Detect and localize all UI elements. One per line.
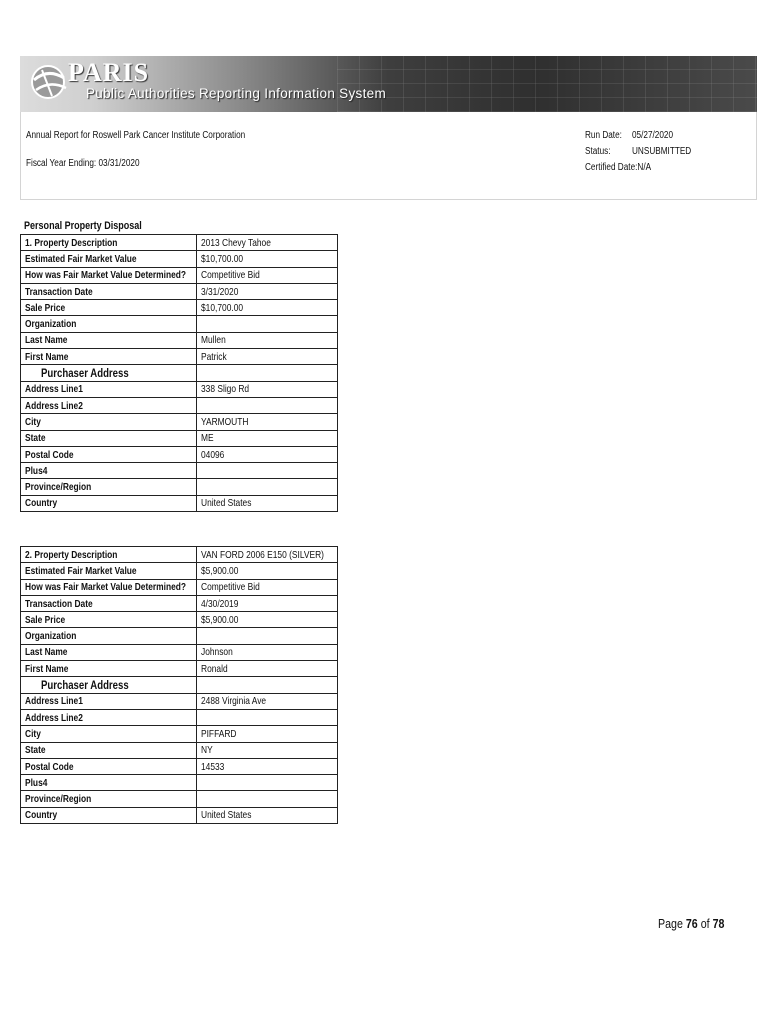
field-value: Competitive Bid: [196, 579, 337, 595]
field-value: ME: [196, 430, 337, 446]
field-label: Address Line1: [21, 381, 197, 397]
field-value: [196, 365, 337, 381]
certified-date: Certified Date:N/A: [585, 162, 652, 173]
field-label: Purchaser Address: [21, 365, 197, 381]
field-value: [196, 775, 337, 791]
field-value: [196, 677, 337, 693]
field-label: First Name: [21, 661, 197, 677]
field-label: City: [21, 726, 197, 742]
field-value: $10,700.00: [196, 300, 337, 316]
table-row: [21, 661, 338, 677]
report-title: Annual Report for Roswell Park Cancer Institute Corporation: [26, 130, 246, 141]
table-row: [21, 547, 338, 563]
field-value: YARMOUTH: [196, 414, 337, 430]
field-value: Mullen: [196, 332, 337, 348]
table-row: [21, 283, 338, 299]
status-value: UNSUBMITTED: [632, 146, 692, 157]
field-value: [196, 397, 337, 413]
table-row: [21, 742, 338, 758]
table-row: [21, 775, 338, 791]
field-label: Last Name: [21, 332, 197, 348]
field-value: 14533: [196, 758, 337, 774]
field-value: 3/31/2020: [196, 283, 337, 299]
field-label: Organization: [21, 628, 197, 644]
field-value: 4/30/2019: [196, 595, 337, 611]
banner-grid-decoration: [337, 56, 757, 112]
field-label: Province/Region: [21, 791, 197, 807]
table-row: [21, 430, 338, 446]
field-label: Purchaser Address: [21, 677, 197, 693]
table-row: [21, 316, 338, 332]
field-value: [196, 628, 337, 644]
field-value: Patrick: [196, 349, 337, 365]
field-value: Ronald: [196, 661, 337, 677]
table-row: [21, 495, 338, 511]
field-label: Address Line2: [21, 397, 197, 413]
table-row: [21, 644, 338, 660]
field-label: Transaction Date: [21, 283, 197, 299]
table-row: [21, 349, 338, 365]
table-row: [21, 709, 338, 725]
field-label: Estimated Fair Market Value: [21, 563, 197, 579]
field-label: Postal Code: [21, 758, 197, 774]
field-value: 2013 Chevy Tahoe: [196, 235, 337, 251]
table-row: [21, 267, 338, 283]
field-label: Last Name: [21, 644, 197, 660]
field-value: Johnson: [196, 644, 337, 660]
field-value: [196, 316, 337, 332]
table-row: [21, 563, 338, 579]
field-label: Postal Code: [21, 446, 197, 462]
field-label: Sale Price: [21, 612, 197, 628]
table-row: [21, 628, 338, 644]
field-label: Sale Price: [21, 300, 197, 316]
field-value: 04096: [196, 446, 337, 462]
field-label: Estimated Fair Market Value: [21, 251, 197, 267]
field-label: Transaction Date: [21, 595, 197, 611]
table-row: [21, 235, 338, 251]
field-label: Address Line2: [21, 709, 197, 725]
table-row: [21, 579, 338, 595]
table-row: [21, 365, 338, 381]
field-label: Address Line1: [21, 693, 197, 709]
table-row: [21, 397, 338, 413]
field-label: City: [21, 414, 197, 430]
field-value: NY: [196, 742, 337, 758]
field-label: State: [21, 742, 197, 758]
field-label: First Name: [21, 349, 197, 365]
table-row: [21, 726, 338, 742]
globe-logo-icon: [28, 60, 72, 104]
field-value: Competitive Bid: [196, 267, 337, 283]
field-label: 1. Property Description: [21, 235, 197, 251]
status-label: Status:: [585, 146, 611, 157]
table-row: [21, 332, 338, 348]
field-value: [196, 791, 337, 807]
field-label: How was Fair Market Value Determined?: [21, 267, 197, 283]
field-label: How was Fair Market Value Determined?: [21, 579, 197, 595]
field-value: $10,700.00: [196, 251, 337, 267]
field-value: 338 Sligo Rd: [196, 381, 337, 397]
field-value: [196, 479, 337, 495]
field-value: $5,900.00: [196, 612, 337, 628]
field-label: State: [21, 430, 197, 446]
table-row: [21, 758, 338, 774]
table-row: [21, 463, 338, 479]
section-title: Personal Property Disposal: [24, 220, 142, 232]
field-label: Organization: [21, 316, 197, 332]
field-value: $5,900.00: [196, 563, 337, 579]
table-row: [21, 807, 338, 823]
paris-banner: [20, 56, 757, 112]
table-row: [21, 251, 338, 267]
table-row: [21, 446, 338, 462]
table-row: [21, 300, 338, 316]
table-row: [21, 693, 338, 709]
field-value: United States: [196, 807, 337, 823]
field-label: Plus4: [21, 463, 197, 479]
fiscal-year: Fiscal Year Ending: 03/31/2020: [26, 158, 140, 169]
field-label: Country: [21, 495, 197, 511]
field-label: Country: [21, 807, 197, 823]
field-value: [196, 709, 337, 725]
property-table-1: [20, 234, 338, 512]
field-value: United States: [196, 495, 337, 511]
run-date-label: Run Date:: [585, 130, 622, 141]
run-date-value: 05/27/2020: [632, 130, 674, 141]
field-label: 2. Property Description: [21, 547, 197, 563]
field-label: Province/Region: [21, 479, 197, 495]
field-value: 2488 Virginia Ave: [196, 693, 337, 709]
table-row: [21, 381, 338, 397]
brand-tagline: Public Authorities Reporting Information System: [86, 86, 386, 101]
table-row: [21, 595, 338, 611]
table-row: [21, 791, 338, 807]
field-value: [196, 463, 337, 479]
property-table-2: [20, 546, 338, 824]
table-row: [21, 479, 338, 495]
page-number: Page 76 of 78: [658, 916, 725, 931]
table-row: [21, 414, 338, 430]
table-row: [21, 677, 338, 693]
field-value: PIFFARD: [196, 726, 337, 742]
field-label: Plus4: [21, 775, 197, 791]
field-value: VAN FORD 2006 E150 (SILVER): [196, 547, 337, 563]
table-row: [21, 612, 338, 628]
brand-name: PARIS: [68, 58, 150, 87]
